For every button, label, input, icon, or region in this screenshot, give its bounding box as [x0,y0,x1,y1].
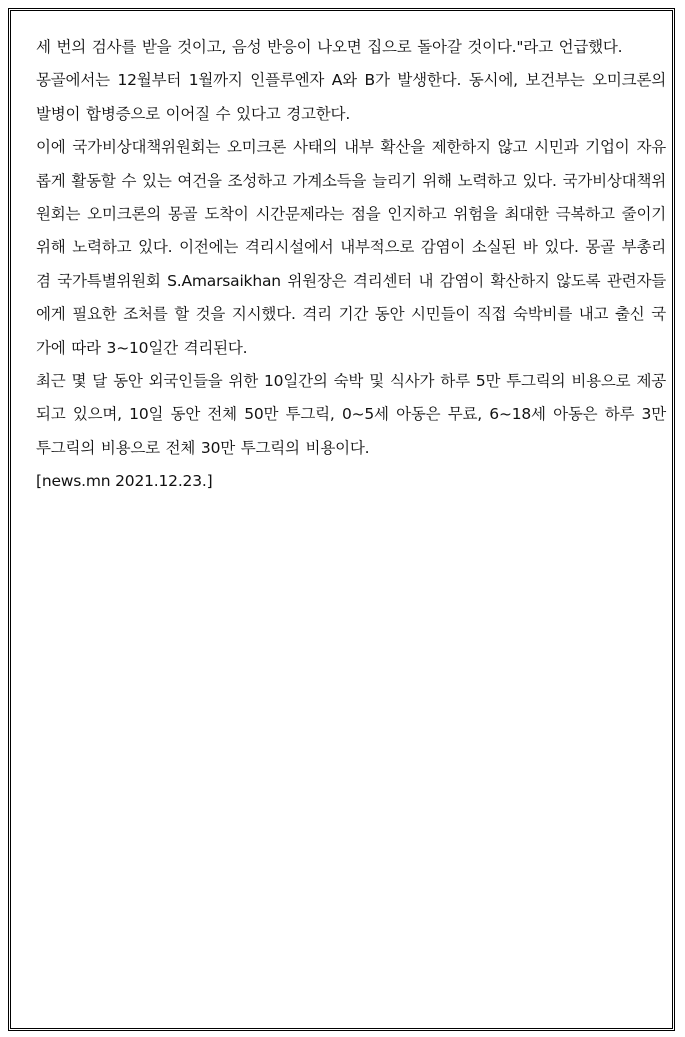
paragraph-emergency-commission: 이에 국가비상대책위원회는 오미크론 사태의 내부 확산을 제한하지 않고 시민과 기업이 자유롭게 활동할 수 있는 여건을 조성하고 가계소득을 늘리기 위해 노력하고 있다. 국가비상대책위원회는 오미크론의 몽골 도착이 시간문제라는 점을 인지하고 위험을 최대한 극복하고 줄이기 위해 노력하고 있다. 이전에는 격리시설에서 내부적으로 감염이 소실된 바 있다. 몽골 부총리 겸 국가특별위원회 S.Amarsaikhan 위원장은 격리센터 내 감염이 확산하지 않도록 관련자들에게 필요한 조처를 할 것을 지시했다. 격리 기간 동안 시민들이 직접 숙박비를 내고 출신 국가에 따라 3~10일간 격리된다. [36,138,666,357]
paragraph-quote-end: 세 번의 검사를 받을 것이고, 음성 반응이 나오면 집으로 돌아갈 것이다."라고 언급했다. [36,38,623,56]
page-border [8,8,675,1031]
article-body [36,31,666,499]
paragraph-influenza: 몽골에서는 12월부터 1월까지 인플루엔자 A와 B가 발생한다. 동시에, 보건부는 오미크론의 발병이 합병증으로 이어질 수 있다고 경고한다. [36,71,666,123]
paragraph-quarantine-costs: 최근 몇 달 동안 외국인들을 위한 10일간의 숙박 및 식사가 하루 5만 투그릭의 비용으로 제공되고 있으며, 10일 동안 전체 50만 투그릭, 0~5세 아동은 무료, 6~18세 아동은 하루 3만 투그릭의 비용으로 전체 30만 투그릭의 비용이다. [36,372,666,457]
source-citation: [news.mn 2021.12.23.] [36,472,213,491]
